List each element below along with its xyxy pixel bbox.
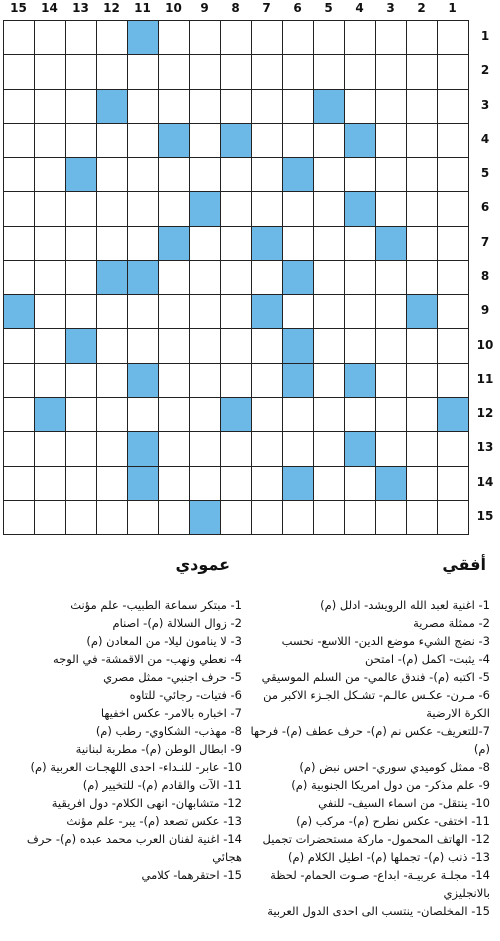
letter-cell[interactable]: [220, 89, 252, 124]
letter-cell[interactable]: [189, 260, 221, 295]
clue-item: 10- ينتقل- من اسماء السيف- للنفي: [318, 796, 490, 810]
letter-cell[interactable]: [251, 20, 283, 55]
letter-cell[interactable]: [375, 123, 407, 158]
letter-cell[interactable]: [220, 328, 252, 363]
letter-cell[interactable]: [96, 191, 128, 226]
letter-cell[interactable]: [220, 363, 252, 398]
letter-cell[interactable]: [437, 500, 469, 535]
letter-cell[interactable]: [344, 397, 376, 432]
row-number: 4: [480, 131, 490, 146]
letter-cell[interactable]: [282, 431, 314, 466]
clue-item: 6- فتيات- رجائي- للتاوه: [129, 688, 242, 702]
letter-cell[interactable]: [96, 123, 128, 158]
blocked-cell: [344, 431, 376, 466]
letter-cell[interactable]: [437, 54, 469, 89]
blocked-cell: [282, 363, 314, 398]
letter-cell[interactable]: [282, 89, 314, 124]
letter-cell[interactable]: [220, 500, 252, 535]
letter-cell[interactable]: [127, 89, 159, 124]
blocked-cell: [220, 123, 252, 158]
row-number: 14: [476, 474, 494, 489]
letter-cell[interactable]: [65, 466, 97, 501]
letter-cell[interactable]: [344, 294, 376, 329]
clue-item: 12- متشابهان- انهى الكلام- دول افريقية: [51, 796, 242, 810]
letter-cell[interactable]: [65, 363, 97, 398]
letter-cell[interactable]: [34, 431, 66, 466]
clue-item: 13- عكس تصعد (م)- يبر- علم مؤنث: [66, 814, 242, 828]
blocked-cell: [189, 191, 221, 226]
letter-cell[interactable]: [65, 20, 97, 55]
letter-cell[interactable]: [158, 89, 190, 124]
letter-cell[interactable]: [313, 363, 345, 398]
blocked-cell: [313, 89, 345, 124]
letter-cell[interactable]: [437, 328, 469, 363]
clue-item: 2- زوال السلالة (م)- اصنام: [112, 616, 242, 630]
letter-cell[interactable]: [406, 431, 438, 466]
letter-cell[interactable]: [220, 260, 252, 295]
letter-cell[interactable]: [251, 260, 283, 295]
letter-cell[interactable]: [96, 431, 128, 466]
blocked-cell: [437, 397, 469, 432]
blocked-cell: [3, 294, 35, 329]
blocked-cell: [344, 123, 376, 158]
letter-cell[interactable]: [437, 294, 469, 329]
clue-item: 8- ممثل كوميدي سوري- احس نبض (م): [299, 760, 490, 774]
letter-cell[interactable]: [158, 363, 190, 398]
letter-cell[interactable]: [158, 500, 190, 535]
clue-item: 12- الهاتف المحمول- ماركة مستحضرات تجميل: [262, 832, 490, 846]
down-title: عمودي: [175, 555, 230, 574]
blocked-cell: [127, 260, 159, 295]
letter-cell[interactable]: [375, 431, 407, 466]
letter-cell[interactable]: [65, 260, 97, 295]
letter-cell[interactable]: [127, 191, 159, 226]
letter-cell[interactable]: [96, 157, 128, 192]
letter-cell[interactable]: [251, 466, 283, 501]
letter-cell[interactable]: [313, 397, 345, 432]
letter-cell[interactable]: [127, 226, 159, 261]
letter-cell[interactable]: [251, 54, 283, 89]
letter-cell[interactable]: [344, 54, 376, 89]
letter-cell[interactable]: [251, 328, 283, 363]
column-number: 6: [293, 1, 302, 15]
letter-cell[interactable]: [344, 20, 376, 55]
clue-item: 6- مـرن- عكـس عالـم- تشـكل الجـزء الاكبر من الكرة الارضية: [263, 688, 490, 720]
letter-cell[interactable]: [158, 54, 190, 89]
letter-cell[interactable]: [251, 363, 283, 398]
row-number: 10: [476, 337, 494, 352]
letter-cell[interactable]: [158, 157, 190, 192]
column-number: 9: [200, 1, 209, 15]
letter-cell[interactable]: [282, 20, 314, 55]
clue-item: 11- اختفى- عكس نطرح (م)- مركب (م): [296, 814, 490, 828]
letter-cell[interactable]: [96, 328, 128, 363]
column-number: 4: [355, 1, 364, 15]
letter-cell[interactable]: [3, 500, 35, 535]
letter-cell[interactable]: [220, 191, 252, 226]
letter-cell[interactable]: [96, 397, 128, 432]
letter-cell[interactable]: [313, 431, 345, 466]
letter-cell[interactable]: [189, 328, 221, 363]
clue-item: 11- الآت والقادم (م)- للتخيير (م): [82, 778, 242, 792]
letter-cell[interactable]: [96, 54, 128, 89]
clue-item: 7- اخباره بالامر- عكس اخفيها: [100, 706, 242, 720]
clue-item: 14- اغنية لفنان العرب محمد عبده (م)- حرف هجائي: [26, 832, 242, 864]
letter-cell[interactable]: [34, 191, 66, 226]
letter-cell[interactable]: [127, 157, 159, 192]
letter-cell[interactable]: [96, 500, 128, 535]
blocked-cell: [251, 294, 283, 329]
letter-cell[interactable]: [313, 191, 345, 226]
clue-item: 14- مجلـة عربيـة- ابداع- صـوت الحمام- لحظة بالانجليزي: [270, 868, 490, 900]
letter-cell[interactable]: [3, 89, 35, 124]
column-number: 2: [417, 1, 426, 15]
blocked-cell: [251, 226, 283, 261]
letter-cell[interactable]: [3, 123, 35, 158]
letter-cell[interactable]: [313, 260, 345, 295]
letter-cell[interactable]: [251, 89, 283, 124]
letter-cell[interactable]: [406, 191, 438, 226]
clue-item: 1- مبتكر سماعة الطبيب- علم مؤنث: [70, 598, 242, 612]
column-number: 3: [386, 1, 395, 15]
blocked-cell: [375, 466, 407, 501]
row-number: 15: [476, 508, 494, 523]
letter-cell[interactable]: [3, 328, 35, 363]
letter-cell[interactable]: [375, 89, 407, 124]
blocked-cell: [344, 191, 376, 226]
letter-cell[interactable]: [375, 191, 407, 226]
letter-cell[interactable]: [3, 431, 35, 466]
letter-cell[interactable]: [189, 466, 221, 501]
letter-cell[interactable]: [282, 294, 314, 329]
letter-cell[interactable]: [189, 363, 221, 398]
letter-cell[interactable]: [34, 123, 66, 158]
letter-cell[interactable]: [96, 20, 128, 55]
letter-cell[interactable]: [437, 226, 469, 261]
letter-cell[interactable]: [375, 294, 407, 329]
blocked-cell: [282, 328, 314, 363]
letter-cell[interactable]: [375, 54, 407, 89]
letter-cell[interactable]: [65, 89, 97, 124]
letter-cell[interactable]: [437, 89, 469, 124]
letter-cell[interactable]: [282, 500, 314, 535]
letter-cell[interactable]: [437, 191, 469, 226]
row-number: 8: [480, 269, 490, 284]
letter-cell[interactable]: [251, 123, 283, 158]
letter-cell[interactable]: [220, 466, 252, 501]
blocked-cell: [34, 397, 66, 432]
column-number: 1: [448, 1, 457, 15]
column-number: 13: [72, 1, 89, 15]
letter-cell[interactable]: [127, 54, 159, 89]
letter-cell[interactable]: [220, 226, 252, 261]
letter-cell[interactable]: [406, 466, 438, 501]
letter-cell[interactable]: [437, 363, 469, 398]
blocked-cell: [282, 466, 314, 501]
letter-cell[interactable]: [282, 123, 314, 158]
letter-cell[interactable]: [127, 328, 159, 363]
letter-cell[interactable]: [3, 191, 35, 226]
row-number: 9: [480, 303, 490, 318]
blocked-cell: [375, 226, 407, 261]
letter-cell[interactable]: [282, 226, 314, 261]
letter-cell[interactable]: [437, 466, 469, 501]
clue-item: 5- اكتبه (م)- فندق عالمي- من السلم الموسيقي: [261, 670, 490, 684]
letter-cell[interactable]: [127, 294, 159, 329]
blocked-cell: [158, 123, 190, 158]
letter-cell[interactable]: [3, 363, 35, 398]
letter-cell[interactable]: [406, 328, 438, 363]
letter-cell[interactable]: [127, 397, 159, 432]
letter-cell[interactable]: [34, 226, 66, 261]
letter-cell[interactable]: [375, 363, 407, 398]
letter-cell[interactable]: [220, 294, 252, 329]
letter-cell[interactable]: [65, 226, 97, 261]
letter-cell[interactable]: [406, 123, 438, 158]
letter-cell[interactable]: [3, 54, 35, 89]
across-title: أفقي: [442, 555, 486, 574]
letter-cell[interactable]: [65, 54, 97, 89]
letter-cell[interactable]: [313, 294, 345, 329]
letter-cell[interactable]: [406, 20, 438, 55]
letter-cell[interactable]: [313, 466, 345, 501]
letter-cell[interactable]: [313, 500, 345, 535]
letter-cell[interactable]: [65, 294, 97, 329]
letter-cell[interactable]: [251, 157, 283, 192]
letter-cell[interactable]: [158, 328, 190, 363]
letter-cell[interactable]: [96, 226, 128, 261]
blocked-cell: [189, 500, 221, 535]
letter-cell[interactable]: [34, 294, 66, 329]
letter-cell[interactable]: [34, 260, 66, 295]
row-number: 3: [480, 97, 490, 112]
letter-cell[interactable]: [406, 397, 438, 432]
letter-cell[interactable]: [313, 157, 345, 192]
letter-cell[interactable]: [344, 157, 376, 192]
letter-cell[interactable]: [189, 157, 221, 192]
letter-cell[interactable]: [34, 54, 66, 89]
clue-item: 7-للتعريف- عكس نم (م)- حرف عطف (م)- فرحها (م): [250, 724, 490, 756]
column-number: 10: [165, 1, 182, 15]
letter-cell[interactable]: [158, 431, 190, 466]
blocked-cell: [344, 363, 376, 398]
clue-item: 3- لا ينامون ليلا- من المعادن (م): [86, 634, 242, 648]
letter-cell[interactable]: [406, 226, 438, 261]
letter-cell[interactable]: [65, 431, 97, 466]
row-number: 5: [480, 166, 490, 181]
letter-cell[interactable]: [406, 363, 438, 398]
letter-cell[interactable]: [65, 123, 97, 158]
letter-cell[interactable]: [96, 363, 128, 398]
letter-cell[interactable]: [158, 260, 190, 295]
letter-cell[interactable]: [158, 191, 190, 226]
letter-cell[interactable]: [313, 20, 345, 55]
row-number: 13: [476, 440, 494, 455]
blocked-cell: [127, 363, 159, 398]
clue-item: 5- حرف اجنبي- ممثل مصري: [103, 670, 242, 684]
letter-cell[interactable]: [158, 466, 190, 501]
across-clues: [244, 596, 490, 920]
letter-cell[interactable]: [34, 89, 66, 124]
column-number: 12: [103, 1, 120, 15]
blocked-cell: [127, 20, 159, 55]
clue-item: 10- عابر- للنـداء- احدى اللهجـات العربية (م): [30, 760, 242, 774]
letter-cell[interactable]: [3, 466, 35, 501]
clue-item: 8- مهذب- الشكاوي- رطب (م): [95, 724, 242, 738]
column-number: 11: [134, 1, 151, 15]
letter-cell[interactable]: [158, 397, 190, 432]
clue-item: 2- ممثلة مصرية: [413, 616, 490, 630]
letter-cell[interactable]: [220, 431, 252, 466]
letter-cell[interactable]: [344, 328, 376, 363]
letter-cell[interactable]: [65, 397, 97, 432]
clue-item: 9- ابطال الوطن (م)- مطربة لبنانية: [75, 742, 242, 756]
letter-cell[interactable]: [189, 431, 221, 466]
clue-item: 4- يثبت- اكمل (م)- امتحن: [365, 652, 490, 666]
letter-cell[interactable]: [406, 89, 438, 124]
letter-cell[interactable]: [3, 20, 35, 55]
letter-cell[interactable]: [437, 431, 469, 466]
letter-cell[interactable]: [344, 226, 376, 261]
letter-cell[interactable]: [437, 157, 469, 192]
column-number: 15: [10, 1, 27, 15]
letter-cell[interactable]: [375, 260, 407, 295]
letter-cell[interactable]: [406, 500, 438, 535]
letter-cell[interactable]: [189, 54, 221, 89]
letter-cell[interactable]: [282, 54, 314, 89]
letter-cell[interactable]: [313, 54, 345, 89]
letter-cell[interactable]: [127, 123, 159, 158]
letter-cell[interactable]: [344, 89, 376, 124]
letter-cell[interactable]: [437, 20, 469, 55]
letter-cell[interactable]: [34, 363, 66, 398]
row-number: 2: [480, 63, 490, 78]
blocked-cell: [127, 431, 159, 466]
letter-cell[interactable]: [251, 500, 283, 535]
column-number: 8: [231, 1, 240, 15]
letter-cell[interactable]: [3, 157, 35, 192]
letter-cell[interactable]: [189, 294, 221, 329]
letter-cell[interactable]: [251, 191, 283, 226]
letter-cell[interactable]: [375, 500, 407, 535]
letter-cell[interactable]: [313, 328, 345, 363]
letter-cell[interactable]: [189, 123, 221, 158]
letter-cell[interactable]: [34, 157, 66, 192]
letter-cell[interactable]: [375, 397, 407, 432]
clue-item: 15- احتقرهما- كلامي: [141, 868, 242, 882]
blocked-cell: [282, 157, 314, 192]
letter-cell[interactable]: [96, 466, 128, 501]
clue-item: 1- اغنية لعبد الله الرويشد- ادلل (م): [320, 598, 490, 612]
letter-cell[interactable]: [3, 397, 35, 432]
letter-cell[interactable]: [313, 123, 345, 158]
blocked-cell: [127, 466, 159, 501]
letter-cell[interactable]: [251, 431, 283, 466]
clue-item: 3- نضج الشيء موضع الدين- اللاسع- نحسب: [281, 634, 490, 648]
crossword-grid: [3, 20, 468, 534]
letter-cell[interactable]: [34, 500, 66, 535]
letter-cell[interactable]: [375, 328, 407, 363]
letter-cell[interactable]: [282, 397, 314, 432]
blocked-cell: [406, 294, 438, 329]
letter-cell[interactable]: [189, 20, 221, 55]
letter-cell[interactable]: [375, 20, 407, 55]
column-number: 5: [324, 1, 333, 15]
column-number: 14: [41, 1, 58, 15]
blocked-cell: [220, 397, 252, 432]
row-number: 6: [480, 200, 490, 215]
clue-item: 15- المخلصان- ينتسب الى احدى الدول العربية: [267, 904, 490, 918]
letter-cell[interactable]: [189, 397, 221, 432]
letter-cell[interactable]: [282, 191, 314, 226]
letter-cell[interactable]: [406, 157, 438, 192]
blocked-cell: [96, 260, 128, 295]
row-number: 12: [476, 406, 494, 421]
letter-cell[interactable]: [65, 191, 97, 226]
letter-cell[interactable]: [65, 500, 97, 535]
letter-cell[interactable]: [189, 89, 221, 124]
letter-cell[interactable]: [220, 20, 252, 55]
letter-cell[interactable]: [127, 500, 159, 535]
clue-item: 13- ذنب (م)- تجملها (م)- اطيل الكلام (م): [287, 850, 490, 864]
blocked-cell: [282, 260, 314, 295]
letter-cell[interactable]: [437, 123, 469, 158]
letter-cell[interactable]: [3, 260, 35, 295]
letter-cell[interactable]: [313, 226, 345, 261]
column-number: 7: [262, 1, 271, 15]
letter-cell[interactable]: [158, 294, 190, 329]
letter-cell[interactable]: [34, 328, 66, 363]
row-number: 7: [480, 234, 490, 249]
clue-item: 9- علم مذكر- من دول امريكا الجنوبية (م): [291, 778, 490, 792]
blocked-cell: [96, 89, 128, 124]
letter-cell[interactable]: [3, 226, 35, 261]
letter-cell[interactable]: [158, 20, 190, 55]
letter-cell[interactable]: [437, 260, 469, 295]
letter-cell[interactable]: [406, 260, 438, 295]
letter-cell[interactable]: [344, 466, 376, 501]
blocked-cell: [65, 328, 97, 363]
letter-cell[interactable]: [220, 54, 252, 89]
letter-cell[interactable]: [96, 294, 128, 329]
blocked-cell: [158, 226, 190, 261]
letter-cell[interactable]: [344, 260, 376, 295]
row-number: 1: [480, 29, 490, 44]
row-number: 11: [476, 371, 494, 386]
down-clues: [0, 596, 242, 884]
letter-cell[interactable]: [220, 157, 252, 192]
letter-cell[interactable]: [344, 500, 376, 535]
clue-item: 4- نعطي ونهب- من الاقمشة- في الوجه: [52, 652, 242, 666]
letter-cell[interactable]: [34, 466, 66, 501]
letter-cell[interactable]: [406, 54, 438, 89]
letter-cell[interactable]: [34, 20, 66, 55]
letter-cell[interactable]: [251, 397, 283, 432]
blocked-cell: [65, 157, 97, 192]
letter-cell[interactable]: [375, 157, 407, 192]
letter-cell[interactable]: [189, 226, 221, 261]
